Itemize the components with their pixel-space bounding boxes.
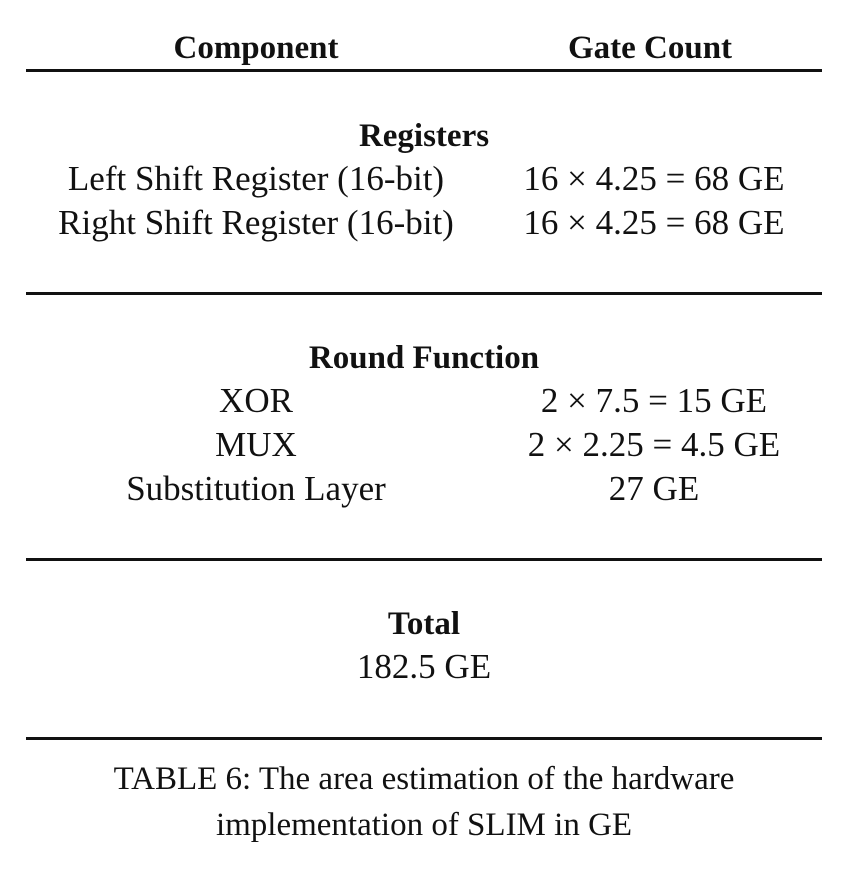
section-title-round-function: Round Function [308,340,540,376]
bottom-rule [26,737,822,740]
table-caption [114,756,735,848]
component-cell-right-shift-register: Right Shift Register (16-bit) [58,203,454,242]
section-rule-registers [26,292,822,295]
gate-count-cell-right-shift-register: 16 × 4.25 = 68 GE [523,203,785,242]
gate-count-cell-left-shift-register: 16 × 4.25 = 68 GE [523,159,785,198]
section-title-registers: Registers [358,118,490,154]
total-value: 182.5 GE [356,647,492,686]
section-rule-round-function [26,558,822,561]
gate-count-cell-substitution-layer: 27 GE [608,469,700,508]
caption-line-1: TABLE 6: The area estimation of the hardware [113,761,735,797]
component-cell-left-shift-register: Left Shift Register (16-bit) [67,159,445,198]
header-rule [26,69,822,72]
caption-line-2: implementation of SLIM in GE [215,807,633,843]
component-cell-substitution-layer: Substitution Layer [126,469,386,508]
column-header-gate-count: Gate Count [567,30,733,66]
gate-count-cell-mux: 2 × 2.25 = 4.5 GE [527,425,781,464]
component-cell-xor: XOR [219,381,293,420]
gate-count-cell-xor: 2 × 7.5 = 15 GE [540,381,768,420]
column-header-component: Component [173,30,339,66]
section-title-total: Total [387,606,461,642]
component-cell-mux: MUX [215,425,297,464]
